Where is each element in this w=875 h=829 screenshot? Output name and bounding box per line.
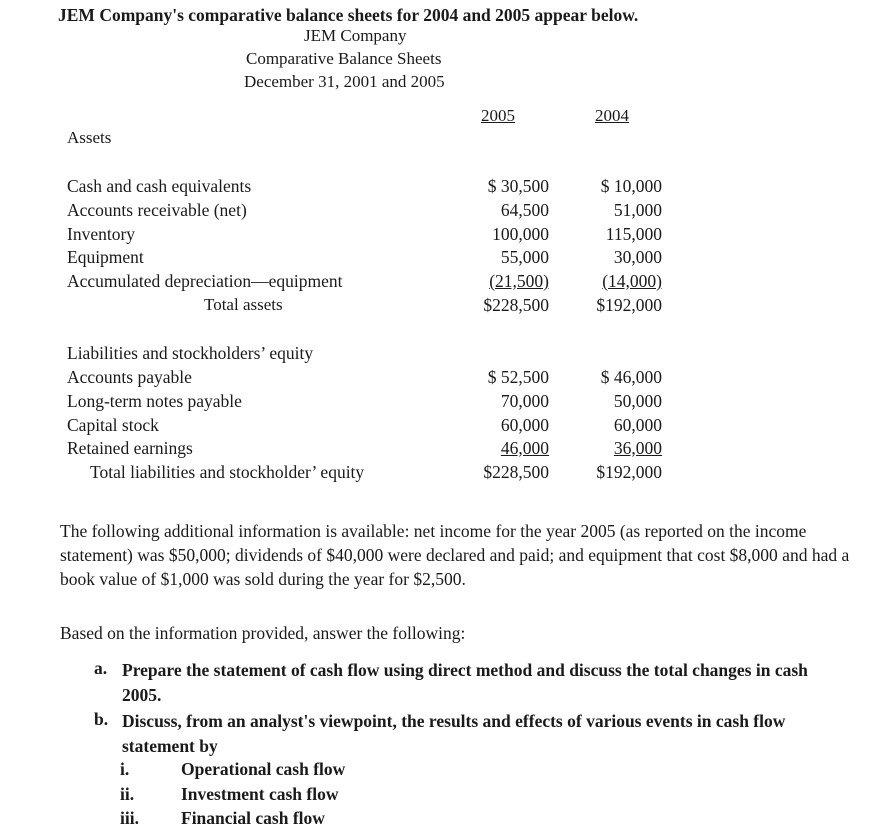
liability-row-label: Accounts payable xyxy=(67,367,192,387)
liability-row-label: Long-term notes payable xyxy=(67,391,242,411)
liability-row-value-2004: 50,000 xyxy=(613,391,662,411)
asset-row-value-2005: $ 30,500 xyxy=(487,176,549,196)
sub-item-numeral: ii. xyxy=(120,784,135,804)
total-assets-2004: $192,000 xyxy=(596,295,662,315)
additional-info-paragraph: The following additional information is available: net income for the year 2005 (as reported on the income statement) was $50,000; dividends of $40,000 were declared and paid; and equipment that cost $8,000 and had a book value of $1,000 was sold during the year for $2,500. xyxy=(60,521,850,589)
liability-row-value-2004: 60,000 xyxy=(613,415,662,435)
total-liabilities-label: Total liabilities and stockholder’ equity xyxy=(90,462,365,482)
liability-row-value-2004: $ 46,000 xyxy=(600,367,662,387)
asset-row-label: Accumulated depreciation—equipment xyxy=(67,271,343,291)
assets-section-label: Assets xyxy=(67,128,112,147)
question-letter: b. xyxy=(94,709,109,729)
column-header-2005: 2005 xyxy=(481,106,515,125)
sub-item-numeral: iii. xyxy=(120,808,139,828)
company-name: JEM Company xyxy=(304,26,407,45)
liability-row-value-2005: 60,000 xyxy=(500,415,549,435)
asset-row-value-2004: 30,000 xyxy=(613,247,662,267)
statement-date: December 31, 2001 and 2005 xyxy=(244,72,445,91)
column-header-2004: 2004 xyxy=(595,106,629,125)
asset-row-value-2004: 115,000 xyxy=(605,224,662,244)
instruction-text: Based on the information provided, answer the following: xyxy=(60,623,466,643)
liability-row-label: Retained earnings xyxy=(67,438,193,458)
liability-row-label: Capital stock xyxy=(67,415,159,435)
question-text: Prepare the statement of cash flow using direct method and discuss the total changes in cash 2005. xyxy=(122,660,808,705)
total-assets-2005: $228,500 xyxy=(483,295,549,315)
asset-row-value-2005: 55,000 xyxy=(500,247,549,267)
sub-item-text: Operational cash flow xyxy=(181,759,346,779)
question-text: Discuss, from an analyst's viewpoint, the results and effects of various events in cash flow statement by xyxy=(122,711,786,756)
asset-row-value-2005: 64,500 xyxy=(500,200,549,220)
asset-row-value-2004: 51,000 xyxy=(613,200,662,220)
asset-row-value-2004: $ 10,000 xyxy=(600,176,662,196)
statement-title: Comparative Balance Sheets xyxy=(246,49,442,68)
asset-row-label: Cash and cash equivalents xyxy=(67,176,252,196)
asset-row-value-2004: (14,000) xyxy=(602,271,662,291)
sub-item-text: Financial cash flow xyxy=(181,808,325,828)
total-liabilities-2004: $192,000 xyxy=(596,462,662,482)
asset-row-value-2005: (21,500) xyxy=(489,271,549,291)
total-assets-label: Total assets xyxy=(204,295,283,314)
liabilities-section-label: Liabilities and stockholders’ equity xyxy=(67,343,314,363)
document-heading: JEM Company's comparative balance sheets for 2004 and 2005 appear below. xyxy=(58,5,639,25)
asset-row-label: Accounts receivable (net) xyxy=(67,200,247,220)
total-liabilities-2005: $228,500 xyxy=(483,462,549,482)
sub-item-text: Investment cash flow xyxy=(181,784,339,804)
liability-row-value-2005: 70,000 xyxy=(500,391,549,411)
liability-row-value-2004: 36,000 xyxy=(613,438,662,458)
sub-item-numeral: i. xyxy=(120,759,130,779)
asset-row-value-2005: 100,000 xyxy=(492,224,549,244)
liability-row-value-2005: $ 52,500 xyxy=(487,367,549,387)
asset-row-label: Equipment xyxy=(67,247,144,267)
asset-row-label: Inventory xyxy=(67,224,136,244)
question-letter: a. xyxy=(94,658,108,678)
liability-row-value-2005: 46,000 xyxy=(500,438,549,458)
